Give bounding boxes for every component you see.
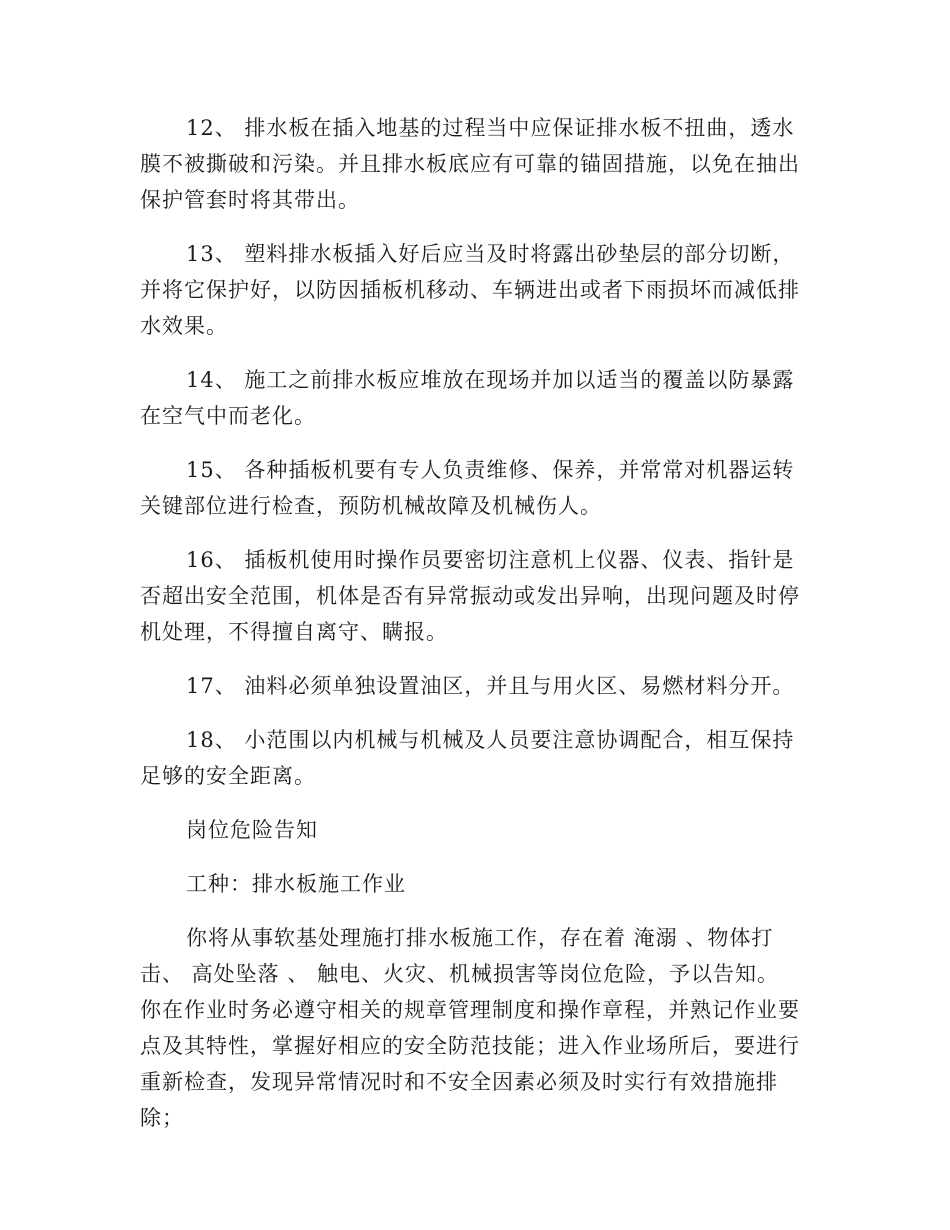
paragraph-item-14: 14、 施工之前排水板应堆放在现场并加以适当的覆盖以防暴露在空气中而老化。 (140, 368, 795, 428)
job-type: 工种：排水板施工作业 (186, 872, 406, 896)
paragraph-item-16: 16、 插板机使用时操作员要密切注意机上仪器、仪表、指针是否超出安全范围，机体是否有异常振动或发出异响，出现问题及时停机处理，不得擅自离守、瞒报。 (140, 548, 800, 644)
paragraph-item-13: 13、 塑料排水板插入好后应当及时将露出砂垫层的部分切断，并将它保护好，以防因插板机移动、车辆进出或者下雨损坏而减低排水效果。 (140, 242, 800, 338)
paragraph-item-17: 17、 油料必须单独设置油区，并且与用火区、易燃材料分开。 (186, 674, 795, 698)
paragraph-item-15: 15、 各种插板机要有专人负责维修、保养，并常常对机器运转关键部位进行检查，预防机械故障及机械伤人。 (140, 458, 795, 518)
notice-title: 岗位危险告知 (186, 818, 318, 842)
notice-body: 你将从事软基处理施打排水板施工作，存在着 淹溺 、物体打击、 高处坠落 、 触电、火灾、机械损害等岗位危险，予以告知。你在作业时务必遵守相关的规章管理制度和操作章程，并熟记作业要点及其特性，掌握好相应的安全防范技能；进入作业场所后，要进行重新检查，发现异常情况时和不安全因素必须及时实行有效措施排除； (140, 926, 800, 1130)
paragraph-item-12: 12、 排水板在插入地基的过程当中应保证排水板不扭曲，透水膜不被撕破和污染。并且排水板底应有可靠的锚固措施，以免在抽出保护管套时将其带出。 (140, 116, 800, 212)
paragraph-item-18: 18、 小范围以内机械与机械及人员要注意协调配合，相互保持足够的安全距离。 (140, 728, 795, 788)
